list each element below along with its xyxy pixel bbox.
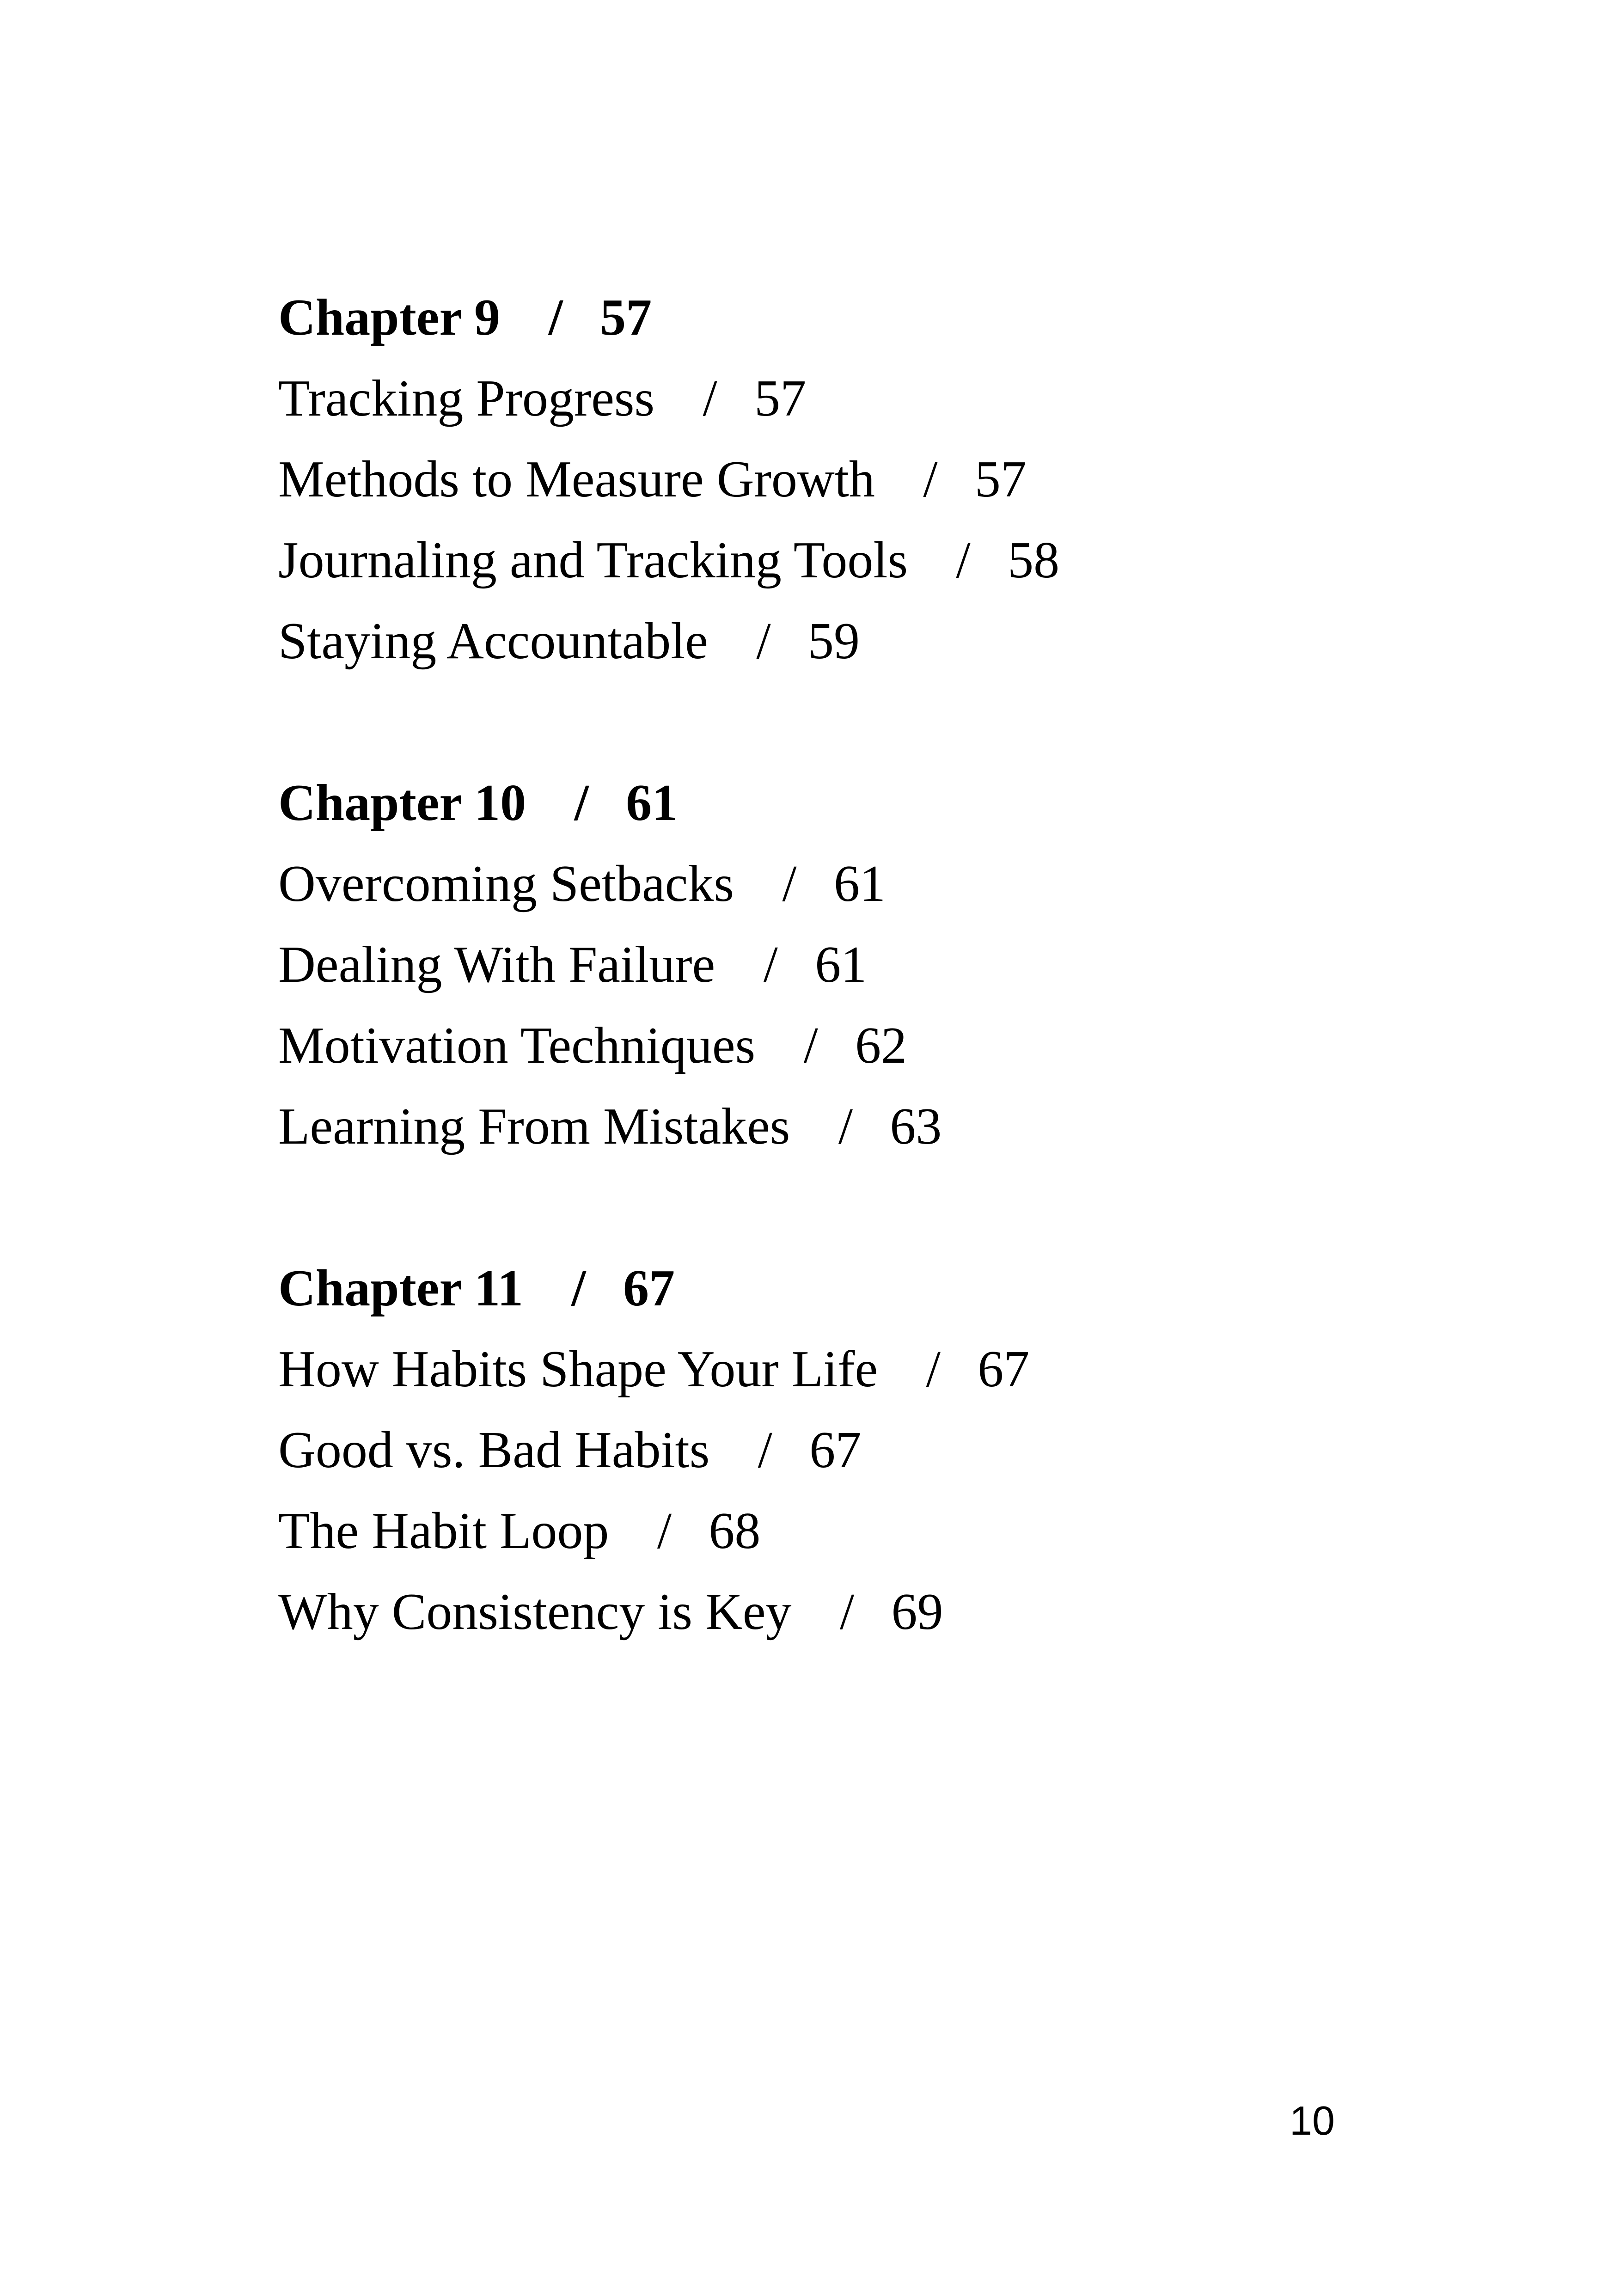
entry-page: 61 — [833, 855, 886, 912]
separator: / — [756, 612, 771, 670]
entry-page: 59 — [808, 612, 860, 670]
chapter-section — [278, 1248, 1480, 1653]
separator: / — [758, 1421, 772, 1479]
entry-page: 58 — [1008, 532, 1060, 589]
entry-title: Journaling and Tracking Tools — [278, 532, 908, 589]
entry-title: Good vs. Bad Habits — [278, 1421, 710, 1479]
chapter-heading — [278, 763, 1480, 844]
chapter-page: 57 — [600, 289, 652, 346]
separator: / — [839, 1583, 855, 1641]
chapter-page: 61 — [626, 774, 678, 832]
toc-entry — [278, 358, 1480, 439]
chapter-title: Chapter 10 — [278, 774, 526, 832]
chapter-section — [278, 763, 1480, 1167]
chapter-heading — [278, 277, 1480, 358]
entry-page: 67 — [978, 1341, 1030, 1398]
toc-entry — [278, 1491, 1480, 1572]
toc-entry — [278, 844, 1480, 925]
entry-page: 62 — [855, 1017, 907, 1074]
entry-title: The Habit Loop — [278, 1502, 609, 1560]
entry-page: 61 — [815, 936, 867, 993]
separator: / — [956, 532, 971, 589]
entry-page: 57 — [754, 370, 807, 427]
toc-entry — [278, 1572, 1480, 1653]
entry-page: 63 — [890, 1098, 942, 1155]
separator: / — [926, 1341, 941, 1398]
toc-entry — [278, 1086, 1480, 1167]
separator: / — [923, 451, 938, 508]
entry-title: Dealing With Failure — [278, 936, 715, 993]
separator: / — [574, 774, 589, 832]
separator: / — [803, 1017, 818, 1074]
toc-entry — [278, 925, 1480, 1005]
entry-title: Methods to Measure Growth — [278, 451, 875, 508]
page-number: 10 — [1290, 2098, 1335, 2143]
separator: / — [782, 855, 797, 912]
entry-title: Overcoming Setbacks — [278, 855, 734, 912]
entry-title: Tracking Progress — [278, 370, 655, 427]
entry-title: Why Consistency is Key — [278, 1583, 792, 1641]
separator: / — [571, 1260, 586, 1317]
entry-page: 69 — [891, 1583, 943, 1641]
toc-entry — [278, 439, 1480, 520]
chapter-heading — [278, 1248, 1480, 1329]
chapter-title: Chapter 11 — [278, 1260, 523, 1317]
toc-entry — [278, 601, 1480, 682]
entry-title: Staying Accountable — [278, 612, 709, 670]
chapter-page: 67 — [623, 1260, 675, 1317]
entry-title: How Habits Shape Your Life — [278, 1341, 878, 1398]
toc-entry — [278, 1329, 1480, 1410]
separator: / — [838, 1098, 853, 1155]
toc-entry — [278, 520, 1480, 601]
entry-title: Learning From Mistakes — [278, 1098, 790, 1155]
entry-page: 68 — [709, 1502, 761, 1560]
chapter-section — [278, 277, 1480, 682]
toc-entry — [278, 1005, 1480, 1086]
table-of-contents — [278, 277, 1480, 1653]
separator: / — [763, 936, 778, 993]
entry-title: Motivation Techniques — [278, 1017, 756, 1074]
separator: / — [657, 1502, 672, 1560]
entry-page: 67 — [809, 1421, 862, 1479]
chapter-title: Chapter 9 — [278, 289, 501, 346]
entry-page: 57 — [974, 451, 1027, 508]
separator: / — [548, 289, 563, 346]
toc-entry — [278, 1410, 1480, 1491]
separator: / — [703, 370, 717, 427]
